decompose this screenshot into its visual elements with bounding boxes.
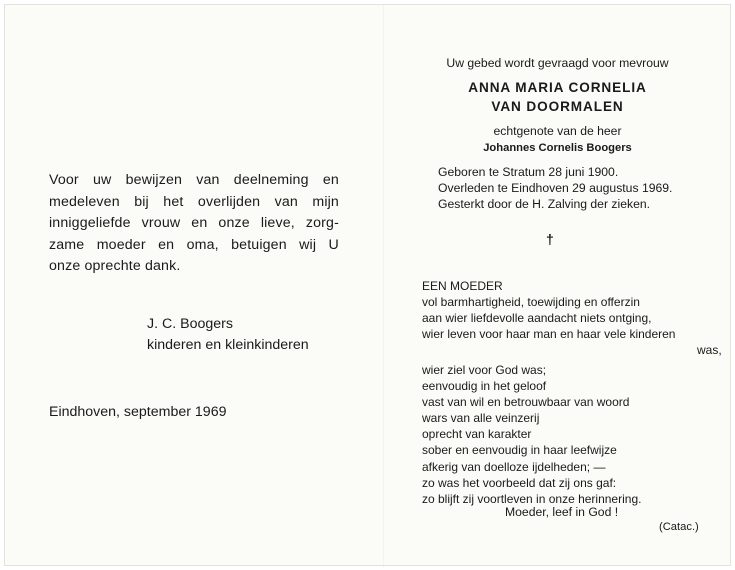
source-note: (Catac.)	[659, 521, 699, 533]
thanks-line-3: inniggeliefde vrouw en onze lieve, zorg-	[49, 215, 339, 232]
thanks-line-2: medeleven bij het overlijden van mijn	[49, 193, 339, 210]
signers	[147, 314, 309, 355]
death-line: Overleden te Eindhoven 29 augustus 1969.	[438, 181, 673, 196]
prayer-request: Uw gebed wordt gevraagd voor mevrouw	[446, 56, 669, 70]
poem-line: zo blijft zij voortleven in onze herinnering.	[422, 491, 642, 506]
thanks-line-4: zame moeder en oma, betuigen wij U	[49, 236, 339, 253]
deceased-name-line-2: VAN DOORMALEN	[491, 99, 624, 114]
poem-line: sober en eenvoudig in haar leefwijze	[422, 443, 617, 458]
poem-block-1	[422, 278, 675, 342]
poem-line: vast van wil en betrouwbaar van woord	[422, 395, 630, 410]
poem-line: aan wier liefdevolle aandacht niets ontging,	[422, 311, 652, 326]
signer-family: kinderen en kleinkinderen	[147, 336, 309, 353]
poem-line: vol barmhartigheid, toewijding en offerzin	[422, 295, 640, 310]
poem-line: zo was het voorbeeld dat zij ons gaf:	[422, 475, 617, 490]
poem-line: eenvoudig in het geloof	[422, 379, 547, 394]
thanks-text	[49, 170, 339, 278]
poem-line: wier ziel voor God was;	[422, 363, 547, 377]
sacrament-line: Gesterkt door de H. Zalving der zieken.	[438, 197, 651, 212]
signer-name: J. C. Boogers	[147, 316, 233, 332]
life-dates	[438, 164, 672, 213]
left-panel	[5, 5, 383, 567]
poem-line: wier leven voor haar man en haar vele kinderen	[422, 327, 676, 342]
poem-title: EEN MOEDER	[422, 279, 503, 293]
poem-line-was: was,	[697, 343, 722, 357]
thanks-line-1: Voor uw bewijzen van deelneming en	[49, 172, 339, 188]
birth-line: Geboren te Stratum 28 juni 1900.	[438, 165, 619, 179]
spouse-name: Johannes Cornelis Boogers	[483, 142, 632, 154]
closing-line: Moeder, leef in God !	[505, 505, 619, 519]
deceased-name-line-1: ANNA MARIA CORNELIA	[468, 80, 647, 95]
thanks-line-5: onze oprechte dank.	[49, 258, 181, 275]
spouse-label: echtgenote van de heer	[493, 124, 622, 138]
cross-icon: †	[546, 231, 554, 247]
poem-block-2	[422, 362, 641, 507]
poem-line: oprecht van karakter	[422, 427, 532, 442]
poem-line: afkerig van doelloze ijdelheden; —	[422, 459, 606, 474]
right-panel	[383, 5, 732, 567]
place-date: Eindhoven, september 1969	[49, 404, 227, 420]
memorial-card	[4, 4, 731, 566]
poem-line: wars van alle veinzerij	[422, 411, 540, 426]
